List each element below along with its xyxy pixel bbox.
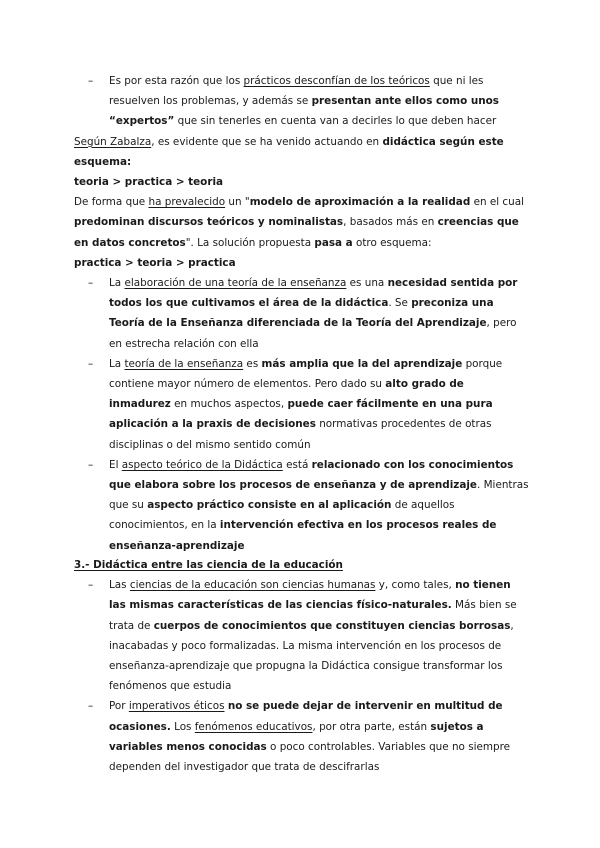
prevalecido-paragraph: De forma que ha prevalecido un "modelo de aproximación a la realidad en el cual predominan discursos teóricos y nominalistas, basados más en creencias que en datos concretos". La solución propuesta pasa a otro esquema: [74,196,524,249]
scheme-practice-theory-practice: practica > teoria > practica [74,256,236,269]
section-didactics-sciences [74,555,529,777]
scheme-theory-practice-theory: teoria > practica > teoria [74,176,224,189]
list-item: – La teoría de la enseñanza es más amplia que la del aprendizaje porque contiene mayor número de elementos. Pero dado su alto grado de inmadurez en muchos aspectos, puede caer fácilmente en una pura aplicación a la praxis de decisiones normativas procedentes de otras disciplinas o del mismo sentido común [74,354,529,455]
list-item: – Las ciencias de la educación son ciencias humanas y, como tales, no tienen las mismas características de las ciencias físico-naturales. Más bien se trata de cuerpos de conocimientos que constituyen ciencias borrosas, inacabadas y poco formalizadas. La misma intervención en los procesos de enseñanza-aprendizaje que propugna la Didáctica consigue transformar los fenómenos que estudia [74,575,529,696]
list-item: – El aspecto teórico de la Didáctica está relacionado con los conocimientos que elabora sobre los procesos de enseñanza y de aprendizaje. Mientras que su aspecto práctico consiste en al aplicación de aquellos conocimientos, en la intervención efectiva en los procesos reales de enseñanza-aprendizaje [74,455,529,556]
list-item: – Es por esta razón que los prácticos desconfían de los teóricos que ni les resuelven los problemas, y además se presentan ante ellos como unos “expertos” que sin tenerles en cuenta van a decirles lo que deben hacer [74,71,529,132]
dash-bullet: – [88,357,94,370]
section-heading: 3.- Didáctica entre las ciencia de la educación [74,559,343,571]
section-theory-practice [74,71,529,556]
dash-bullet: – [88,579,94,592]
dash-bullet: – [88,75,94,87]
list-item: – Por imperativos éticos no se puede dejar de intervenir en multitud de ocasiones. Los fenómenos educativos, por otra parte, están sujetos a variables menos conocidas o poco controlables. Variables que no siempre dependen del investigador que trata de descifrarlas [74,696,529,777]
list-item: – La elaboración de una teoría de la enseñanza es una necesidad sentida por todos los que cultivamos el área de la didáctica. Se preconiza una Teoría de la Enseñanza diferenciada de la Teoría del Aprendizaje, pero en estrecha relación con ella [74,273,529,354]
dash-bullet: – [88,458,94,471]
dash-bullet: – [88,277,94,290]
dash-bullet: – [88,700,94,713]
zabalza-paragraph: Según Zabalza, es evidente que se ha venido actuando en didáctica según este esquema: [74,135,504,168]
